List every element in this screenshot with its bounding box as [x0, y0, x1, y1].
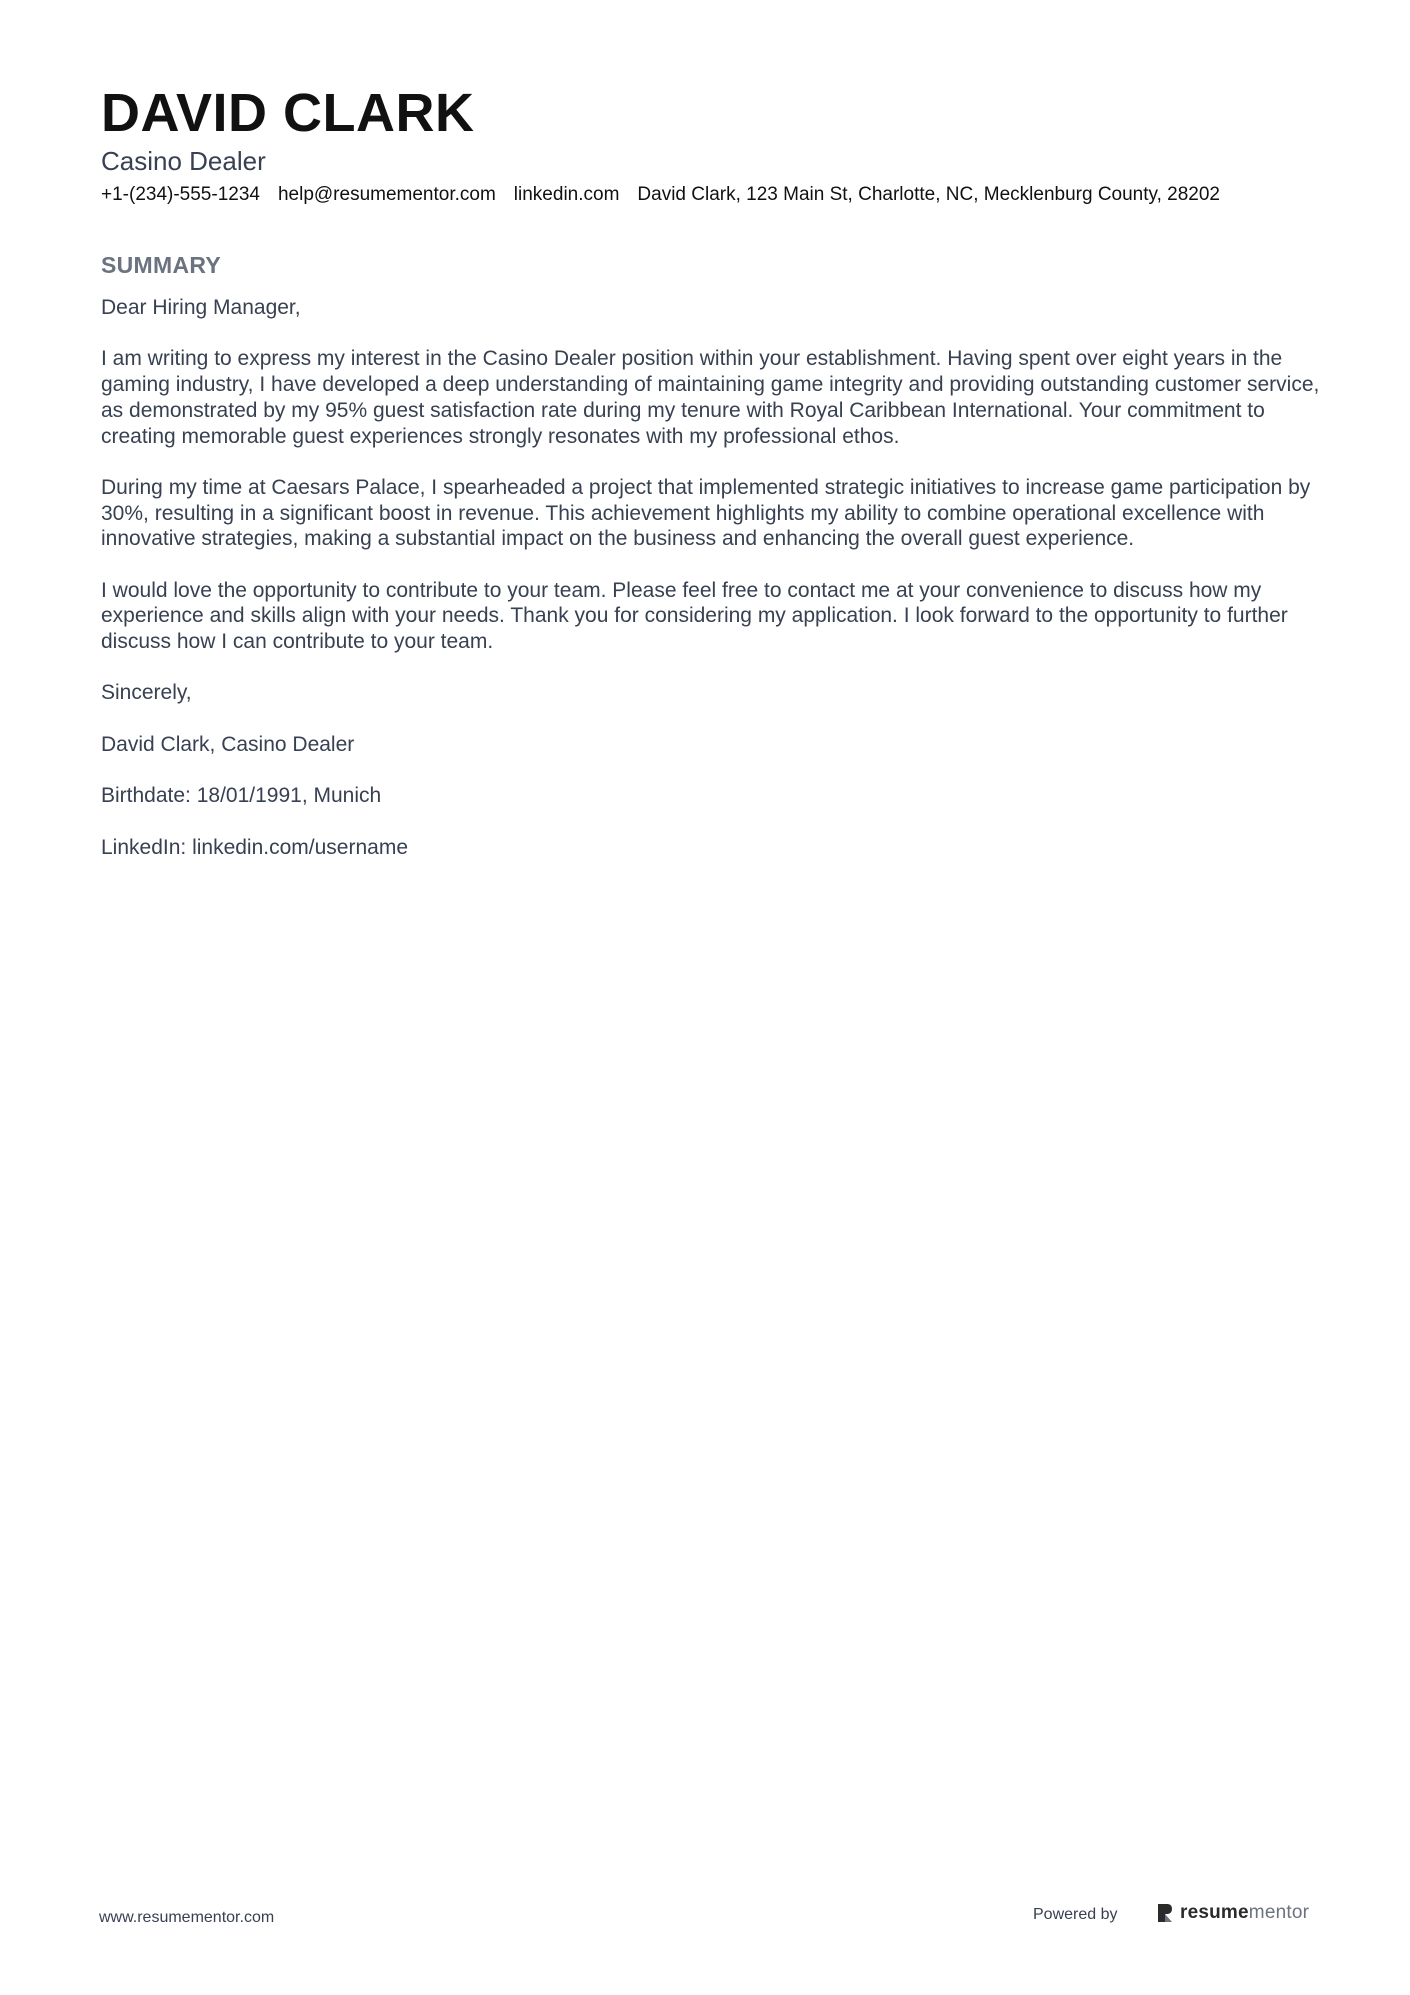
letter-paragraph: During my time at Caesars Palace, I spearheaded a project that implemented strategic initiatives to increase game participation by 30%, resulting in a significant boost in revenue. This achievement highlights my ability to combine operational excellence with innovative strategies, making a substantial impact on the business and enhancing the overall guest experience. [101, 475, 1311, 551]
contact-row [101, 184, 1220, 206]
footer-powered-by: Powered by [1033, 1906, 1118, 1923]
birthdate-line: Birthdate: 18/01/1991, Munich [101, 784, 382, 808]
resume-page [101, 0, 1321, 1995]
contact-phone: +1-(234)-555-1234 [101, 184, 260, 205]
letter-signature: David Clark, Casino Dealer [101, 732, 355, 756]
linkedin-line: LinkedIn: linkedin.com/username [101, 835, 409, 859]
resumementor-logo[interactable] [1156, 1902, 1309, 1924]
letter-paragraph: I am writing to express my interest in the Casino Dealer position within your establishment. Having spent over eight years in the gaming industry, I have developed a deep understanding of maintaining game integrity and providing outstanding customer service, as demonstrated by my 95% guest satisfaction rate during my tenure with Royal Caribbean International. Your commitment to creating memorable guest experiences strongly resonates with my professional ethos. [101, 347, 1320, 448]
candidate-name: DAVID CLARK [101, 83, 475, 143]
contact-address: David Clark, 123 Main St, Charlotte, NC, Mecklenburg County, 28202 [637, 184, 1220, 205]
letter-greeting: Dear Hiring Manager, [101, 296, 301, 319]
letter-closing: Sincerely, [101, 681, 192, 705]
resumementor-logo-icon [1156, 1902, 1174, 1924]
summary-heading: SUMMARY [101, 252, 222, 278]
letter-paragraph: I would love the opportunity to contribute to your team. Please feel free to contact me at your convenience to discuss how my experience and skills align with your needs. Thank you for considering my application. I look forward to the opportunity to further discuss how I can contribute to your team. [101, 578, 1288, 654]
contact-linkedin[interactable]: linkedin.com [513, 184, 620, 205]
letter-body [101, 295, 1321, 886]
footer-website-link[interactable]: www.resumementor.com [99, 1909, 275, 1926]
contact-email[interactable]: help@resumementor.com [277, 184, 496, 205]
resumementor-logo-text: resumementor [1180, 1902, 1310, 1923]
job-title: Casino Dealer [101, 146, 266, 176]
